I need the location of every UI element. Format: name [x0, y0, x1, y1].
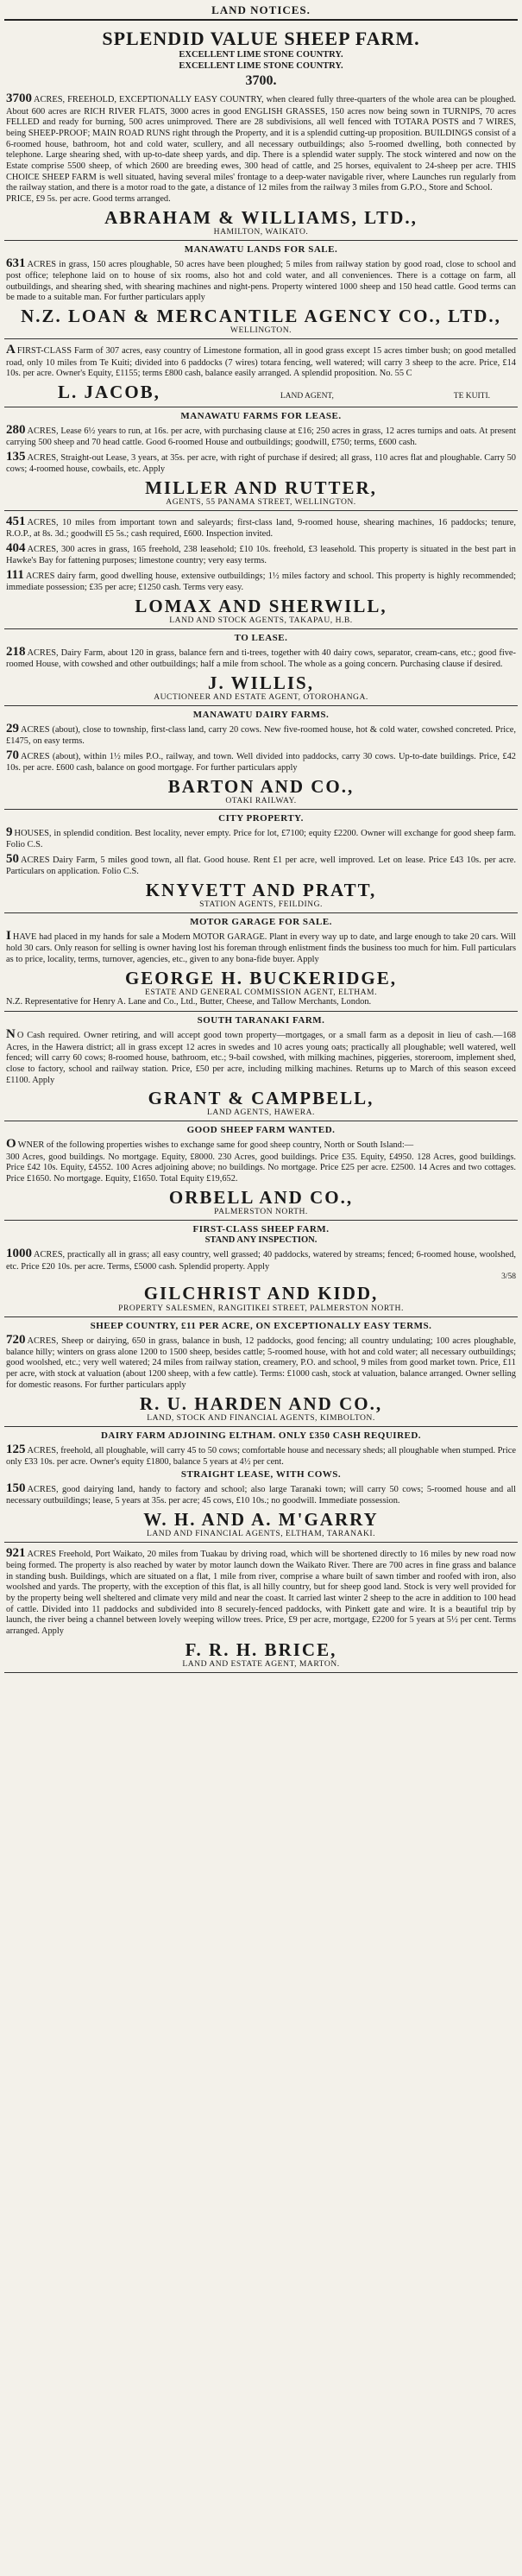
agent-address: LAND AND FINANCIAL AGENTS, ELTHAM, TARANAKI.	[147, 1528, 375, 1538]
ad-lead-number: O	[6, 1137, 16, 1152]
land-notices-page	[4, 0, 518, 1673]
ad-subheading: STAND ANY INSPECTION.	[204, 1234, 318, 1245]
ad-paragraph	[6, 1246, 516, 1272]
agent-name: F. R. H. BRICE,	[185, 1638, 337, 1660]
advertisement	[4, 241, 518, 339]
ad-paragraph	[6, 449, 516, 476]
agent-address: ESTATE AND GENERAL COMMISSION AGENT, ELTHAM.	[145, 987, 377, 997]
agent-name: GILCHRIST AND KIDD,	[143, 1283, 379, 1304]
agent-signature	[6, 380, 516, 403]
agent-name: MILLER AND RUTTER,	[145, 477, 377, 498]
agent-title: LAND AGENT,	[280, 391, 334, 401]
ad-paragraph	[6, 1026, 516, 1086]
ad-subheading: EXCELLENT LIME STONE COUNTRY.	[179, 60, 343, 71]
ad-subheading: EXCELLENT LIME STONE COUNTRY.	[179, 50, 343, 60]
ad-headline: SPLENDID VALUE SHEEP FARM.	[102, 28, 420, 49]
ads-column	[4, 24, 518, 1673]
agent-name: R. U. HARDEN AND CO.,	[139, 1392, 383, 1414]
agent-address: AUCTIONEER AND ESTATE AGENT, OTOROHANGA.	[154, 691, 368, 702]
ad-text: ACRES, Sheep or dairying, 650 in grass, balance in bush, 12 paddocks, good fencing; all country undulating; 100 acres ploughable, balance hilly; winters on grass alone 1200 to 1500 sheep, besides cattle; 5-roomed house, with hot and cold water; all necessary outbuildings; good woolshed, etc.; very well watered; 24 miles from railway station, creamery, P.O. and school, 9 miles from good market town. Price, £11 per acre, with stock at valuation (about 1200 sheep, with a few cattle). Terms: £1000 cash, stock at valuation, balance arranged. Owner selling for domestic reasons. For further particulars apply	[6, 1335, 516, 1390]
agent-address: OTAKI RAILWAY.	[225, 795, 297, 805]
ad-paragraph	[6, 824, 516, 851]
ad-text: ACRES, Dairy Farm, about 120 in grass, balance fern and ti-trees, together with 40 dairy cows, separator, cream-cans, etc.; good five-roomed House, with cowshed and other outbuildings; half a mile from school. The whole as a going concern. Purchasing clause if desired.	[6, 647, 516, 670]
ad-paragraph	[6, 1442, 516, 1468]
advertisement	[4, 1121, 518, 1220]
ad-reference: 3/58	[501, 1272, 516, 1282]
agent-name: GRANT & CAMPBELL,	[148, 1088, 374, 1109]
ad-paragraph	[6, 1481, 516, 1507]
ad-lead-number: 280	[6, 422, 26, 437]
advertisement	[4, 1427, 518, 1543]
ad-category: GOOD SHEEP FARM WANTED.	[186, 1125, 336, 1136]
agent-name: ORBELL AND CO.,	[168, 1186, 354, 1208]
ad-category: SOUTH TARANAKI FARM.	[197, 1015, 325, 1026]
advertisement	[4, 511, 518, 629]
agent-name: GEORGE H. BUCKERIDGE,	[124, 967, 398, 988]
ad-text: ACRES Dairy Farm, 5 miles good town, all flat. Good house. Rent £1 per acre, well improved. Let on lease. Price £43 10s. per acre. Particulars on application. Folio C.S.	[6, 855, 516, 877]
ad-text: 300 Acres, good buildings. No mortgage. Equity, £8000. 230 Acres, good buildings. Price £35. Equity, £4950. 128 Acres, good buildings. Price £42 10s. Equity, £4552. 100 Acres adjoining above; no buildings. No mortgage. Price £25 per acre. £2500. 14 Acres and two cottages. Price £1650. No mortgage. Equity, £1650. Total Equity £19,652.	[6, 1152, 516, 1184]
ad-category: MANAWATU LANDS FOR SALE.	[184, 243, 338, 255]
ad-lead-number: 404	[6, 540, 26, 555]
ad-text: ACRES (about), within 1½ miles P.O., railway, and town. Well divided into paddocks, carry 30 cows. Up-to-date buildings. Price, £42 10s. per acre. £600 cash, balance on good mortgage. For further particulars apply	[6, 751, 516, 773]
ad-paragraph	[6, 194, 516, 205]
ad-lead-number: 720	[6, 1332, 26, 1347]
agent-address: LAND AND ESTATE AGENT, MARTON.	[182, 1658, 340, 1669]
ad-paragraph	[6, 514, 516, 540]
agent-name: BARTON AND CO.,	[167, 775, 355, 797]
advertisement	[4, 1012, 518, 1121]
ad-category: MANAWATU FARMS FOR LEASE.	[180, 410, 342, 421]
agent-address: LAND AGENTS, HAWERA.	[207, 1108, 315, 1118]
ad-lead-number: 50	[6, 851, 19, 866]
agent-name: W. H. AND A. M'GARRY	[143, 1508, 379, 1530]
ad-text: ACRES, 300 acres in grass, 165 freehold, 238 leasehold; £10 10s. freehold, £3 leasehold. This property is situated in the best part in Hawke's Bay for fattening purposes; limestone country; very easy terms.	[6, 544, 516, 566]
ad-lead-number: 631	[6, 256, 26, 270]
advertisement	[4, 706, 518, 810]
ad-lead-number: 3700	[6, 92, 32, 106]
ad-text: ACRES, practically all in grass; all easy country, well grassed; 40 paddocks, watered by streams; fenced; 6-roomed house, woolshed, etc. Price £20 10s. per acre. Terms, £5000 cash. Splendid property. Apply	[6, 1250, 516, 1272]
ad-paragraph	[6, 851, 516, 878]
ad-lead-number: 921	[6, 1545, 26, 1560]
ad-paragraph	[6, 540, 516, 567]
ad-text: O Cash required. Owner retiring, and will accept good town property—mortgages, or a small farm as a deposit in lieu of cash.—168 Acres, in the Hawera district; all in grass except 12 acres in swedes and 10 acres young oats; practically all ploughable; well watered, well fenced; will carry 60 cows; 8-roomed house, bathroom, etc.; 9-bail cowshed, with milking machines, piggeries, storeroom, implement shed, close to factory, school and railway station. Price, £50 per acre, including milking machines. Returns up to March of this season exceed £1100. Apply	[6, 1031, 516, 1085]
ad-paragraph	[6, 422, 516, 449]
advertisement	[4, 810, 518, 913]
advertisement	[4, 1317, 518, 1427]
ad-text: ACRES, freehold, all ploughable, will carry 45 to 50 cows; comfortable house and necessary sheds; all ploughable when stumped. Price only £33 10s. per acre. Owner's equity £1800, balance 5 years at 4½ per cent.	[6, 1445, 516, 1467]
ad-lead-number: I	[6, 928, 11, 943]
ad-text: ACRES, Straight-out Lease, 3 years, at 35s. per acre, with right of purchase if desired; all grass, 110 acres flat and ploughable. Carry 50 cows; 4-roomed house, cowbails, etc. Apply	[6, 452, 516, 475]
ad-paragraph	[6, 644, 516, 671]
ad-lead-number: N	[6, 1027, 16, 1042]
ad-lead-number: 135	[6, 449, 26, 464]
ad-text: ACRES (about), close to township, first-class land, carry 20 cows. New five-roomed house, hot & cold water, cowshed concreted. Price, £1475, on easy terms.	[6, 724, 516, 747]
section-header: LAND NOTICES.	[4, 3, 518, 21]
ad-category: STRAIGHT LEASE, WITH COWS.	[180, 1468, 342, 1480]
advertisement	[4, 407, 518, 511]
ad-lead-number: 111	[6, 567, 24, 582]
advertisement	[4, 1221, 518, 1317]
ad-category: TO LEASE.	[234, 632, 288, 643]
ad-lead-number: 218	[6, 644, 26, 659]
ad-paragraph	[6, 1136, 516, 1152]
ad-paragraph	[6, 91, 516, 194]
advertisement	[4, 24, 518, 241]
ad-text: ACRES, FREEHOLD, EXCEPTIONALLY EASY COUNTRY, when cleared fully three-quarters of the whole area can be ploughed. About 600 acres are RICH RIVER FLATS, 3000 acres in good ENGLISH GRASSES, 150 acres now being sown in TURNIPS, 70 acres FELLED and ready for burning, 500 acres unimproved. There are 28 subdivisions, all well fenced with TOTARA POSTS and 7 WIRES, being SHEEP-PROOF; MAIN ROAD RUNS right through the Property, and it is a splendid cutting-up proposition. BUILDINGS consist of a 6-roomed house, bathroom, hot and cold water, scullery, and all necessary outbuildings; also 5-roomed dwelling, both connected by telephone. Large shearing shed, with up-to-date sheep yards, and dip. There is a splendid water supply. The stock wintered and now on the Estate comprise 5500 sheep, of which 2600 are breeding ewes, 300 head of cattle, and 25 horses, equivalent to 24-sheep per acre. THIS CHOICE SHEEP FARM is well situated, having several miles' frontage to a deep-water navigable river, where Launches run regularly from the railway station, and there is a motor road to the gate, a distance of 12 miles from the railway 3 miles from G.P.O., Store and School.	[6, 95, 516, 193]
agent-address: HAMILTON, WAIKATO.	[213, 226, 309, 237]
ad-paragraph	[6, 748, 516, 774]
ad-text: HOUSES, in splendid condition. Best locality, never empty. Price for lot, £7100; equity £2200. Owner will exchange for good sheep farm. Folio C.S.	[6, 828, 516, 850]
ad-paragraph	[6, 721, 516, 748]
ad-lead-number: 150	[6, 1481, 26, 1495]
ad-text: ACRES in grass, 150 acres ploughable, 50 acres have been ploughed; 5 miles from railway station by good road, close to school and post office; telephone laid on to house of six rooms, also hot and cold water, and all conveniences. There is a cottage on farm, all outbuildings, and shearing shed, with shearing machines and night-pens. Property wintered 1000 sheep and 150 head cattle. Good terms can be made to a suitable man. For further particulars apply	[6, 259, 516, 303]
agent-address: LAND, STOCK AND FINANCIAL AGENTS, KIMBOLTON.	[147, 1412, 375, 1423]
ad-text: ACRES, 10 miles from important town and saleyards; first-class land, 9-roomed house, shearing machines, 16 paddocks; tenure, R.O.P., at 8s. 3d.; goodwill £5 5s.; cash required, £600. Inspection invited.	[6, 517, 516, 540]
ad-text: ACRES dairy farm, good dwelling house, extensive outbuildings; 1½ miles factory and school. This property is highly recommended; immediate possession; £35 per acre; £1250 cash. Terms very easy.	[6, 571, 516, 593]
ad-category: DAIRY FARM ADJOINING ELTHAM. ONLY £350 CASH REQUIRED.	[100, 1430, 422, 1441]
ad-paragraph	[6, 1152, 516, 1185]
agent-name: KNYVETT AND PRATT,	[145, 879, 377, 900]
agent-address: LAND AND STOCK AGENTS, TAKAPAU, H.B.	[169, 615, 353, 625]
ad-paragraph	[6, 256, 516, 304]
ad-text: ACRES, Lease 6½ years to run, at 16s. per acre, with purchasing clause at £16; 250 acres in grass, 12 acres turnips and oats. At present carrying 500 sheep and 70 head cattle. Good 6-roomed House and outbuildings; goodwill, £750; terms, £600 cash.	[6, 426, 516, 448]
agent-note: N.Z. Representative for Henry A. Lane and Co., Ltd., Butter, Cheese, and Tallow Merchants, London.	[6, 996, 372, 1007]
agent-address: PALMERSTON NORTH.	[214, 1206, 308, 1216]
ad-big-figure: 3700.	[245, 73, 277, 89]
ad-paragraph	[6, 342, 516, 380]
ad-category: SHEEP COUNTRY, £11 PER ACRE, ON EXCEPTIONALLY EASY TERMS.	[90, 1320, 432, 1331]
agent-name: N.Z. LOAN & MERCANTILE AGENCY CO., LTD.,	[21, 306, 501, 327]
advertisement	[4, 629, 518, 706]
agent-name: J. WILLIS,	[208, 672, 314, 693]
ad-text: ACRES Freehold, Port Waikato, 20 miles from Tuakau by driving road, which will be shortened directly to 16 miles by new road now being formed. The property is also reached by water by motor launch down the Waikato River. There are 700 acres in fine grass and balance in standing bush. Buildings, which are situated on a flat, 1 mile from river, comprise a whare built of sawn timber and roofed with iron, also woolshed and yards. The property, with the exception of this flat, is all hilly country, but for sheep good land. Stock is very well provided for by the property being well sheltered and climate very mild and near the coast. It carried last winter 2 sheep to the acre in addition to 100 head of cattle. Divided into 11 paddocks and subdivided into 8 securely-fenced paddocks, with Pinkett gate and wire. It is a beautiful trip by launch, the river being a channel between lovely weeping willow trees. Price, £9 per acre, mortgage, £2200 for 5 years at 5½ per cent. Terms arranged. Apply	[6, 1549, 516, 1637]
ad-lead-number: 451	[6, 514, 26, 528]
ad-category: MANAWATU DAIRY FARMS.	[192, 709, 330, 720]
ad-paragraph	[6, 567, 516, 594]
ad-lead-number: A	[6, 343, 16, 357]
ad-lead-number: 125	[6, 1442, 26, 1456]
ad-lead-number: 29	[6, 721, 19, 736]
agent-location: TE KUITI.	[453, 391, 490, 401]
ad-text: HAVE had placed in my hands for sale a Modern MOTOR GARAGE. Plant in every way up to date, and large enough to take 20 cars. Will hold 30 cars. Only reason for selling is owner having lost his foreman through enlistment finds the business too much for him. Full particulars as to price, locality, terms, turnover, agencies, etc., given to any bona-fide buyer. Apply	[6, 931, 516, 964]
agent-address: WELLINGTON.	[230, 325, 292, 336]
ad-paragraph	[6, 928, 516, 966]
ad-category: MOTOR GARAGE FOR SALE.	[190, 916, 332, 927]
ad-text: PRICE, £9 5s. per acre. Good terms arranged.	[6, 194, 171, 205]
advertisement	[4, 1543, 518, 1673]
agent-address: PROPERTY SALESMEN, RANGITIKEI STREET, PALMERSTON NORTH.	[118, 1303, 404, 1313]
ad-category: FIRST-CLASS SHEEP FARM.	[192, 1223, 330, 1234]
agent-address: STATION AGENTS, FEILDING.	[199, 899, 323, 909]
ad-paragraph	[6, 1332, 516, 1392]
ad-lead-number: 9	[6, 824, 13, 839]
agent-name: L. JACOB,	[58, 381, 160, 402]
ad-lead-number: 70	[6, 748, 19, 762]
advertisement	[4, 913, 518, 1012]
ad-text: FIRST-CLASS Farm of 307 acres, easy country of Limestone formation, all in good grass except 15 acres timber bush; on good metalled road, only 10 miles from Te Kuiti; divided into 6 paddocks (7 wires) totara fencing, well watered; will carry 3 sheep to the acre. Price, £14 10s. per acre. Owner's Equity, £1155; terms £800 cash, balance easily arranged. A splendid proposition. No. 55 C	[6, 346, 516, 379]
ad-paragraph	[6, 1545, 516, 1638]
agent-name: ABRAHAM & WILLIAMS, LTD.,	[104, 206, 418, 228]
ad-text: ACRES, good dairying land, handy to factory and school; also large Taranaki town; will carry 50 cows; 5-roomed house and all necessary outbuildings; lease, 5 years at 35s. per acre; 45 cows, £10 10s.; no goodwill. Immediate possession.	[6, 1484, 516, 1506]
agent-address: AGENTS, 55 PANAMA STREET, WELLINGTON.	[166, 496, 356, 507]
ad-category: CITY PROPERTY.	[218, 812, 304, 824]
advertisement	[4, 339, 518, 407]
ad-text: WNER of the following properties wishes to exchange same for good sheep country, North or South Island:—	[17, 1140, 414, 1151]
ad-lead-number: 1000	[6, 1247, 32, 1261]
agent-name: LOMAX AND SHERWILL,	[135, 595, 387, 616]
